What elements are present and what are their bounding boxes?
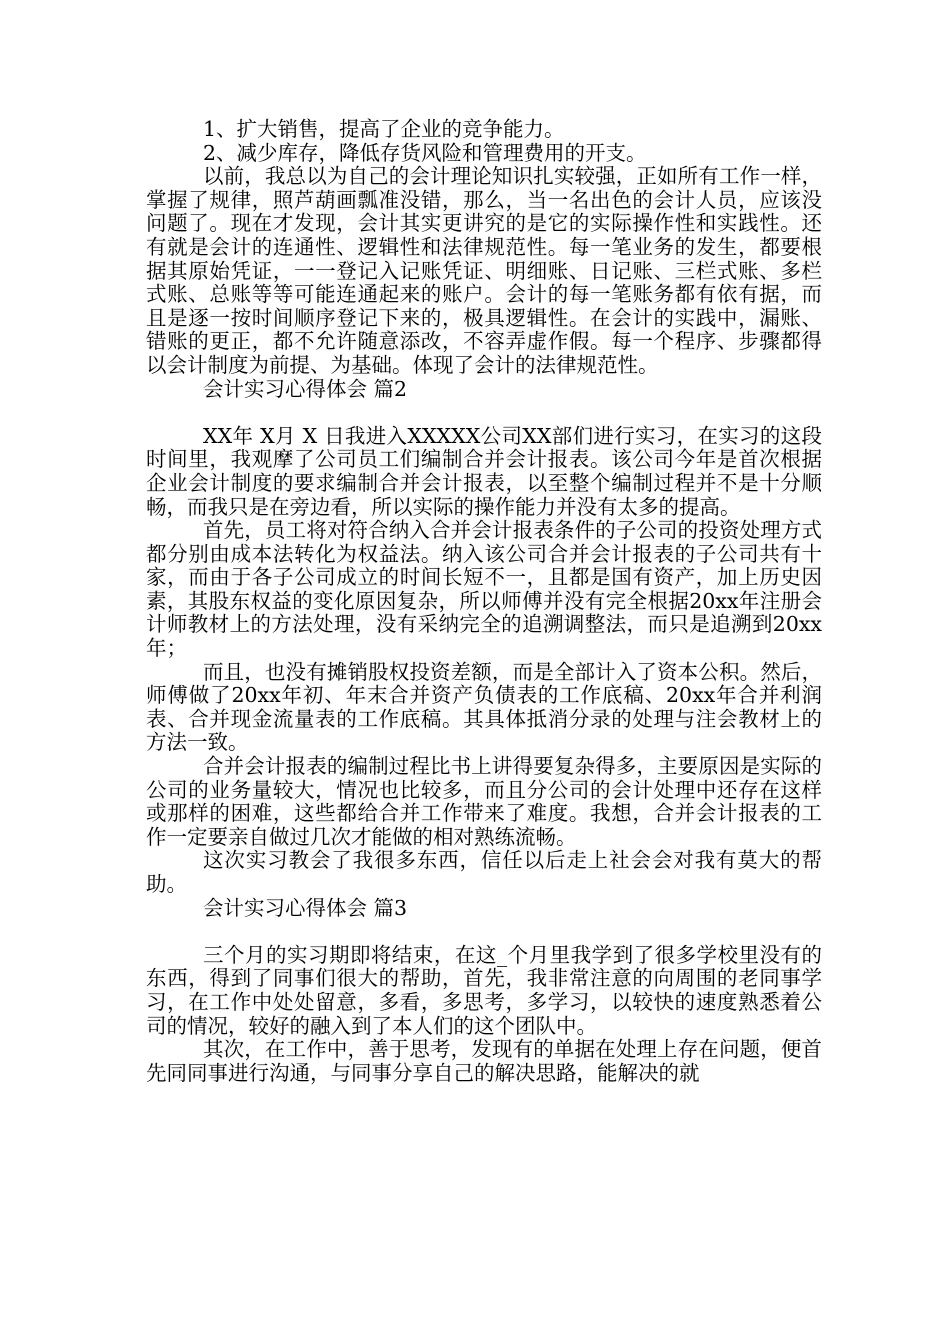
paragraph: 首先，员工将对符合纳入合并会计报表条件的子公司的投资处理方式都分别由成本法转化为权益法。纳入该公司合并会计报表的子公司共有十家，而由于各子公司成立的时间长短不一，且都是国有资产，加上历史因素，其股东权益的变化原因复杂，所以师傅并没有完全根据20xx年注册会计师教材上的方法处理，没有采纳完全的追溯调整法，而只是追溯到20xx年； [146, 518, 822, 661]
paragraph: 三个月的实习期即将结束，在这_个月里我学到了很多学校里没有的东西，得到了同事们很大的帮助，首先，我非常注意的向周围的老同事学习，在工作中处处留意，多看，多思考，多学习，以较快的速度熟悉着公司的情况，较好的融入到了本人们的这个团队中。 [146, 942, 822, 1038]
paragraph: XX年 X月 X 日我进入XXXXX公司XX部们进行实习，在实习的这段时间里，我观摩了公司员工们编制合并会计报表。该公司今年是首次根据企业会计制度的要求编制合并会计报表，以至整个编制过程并不是十分顺畅，而我只是在旁边看，所以实际的操作能力并没有太多的提高。 [146, 423, 822, 519]
paragraph: 这次实习教会了我很多东西，信任以后走上社会会对我有莫大的帮助。 [146, 848, 822, 896]
paragraph: 其次，在工作中，善于思考，发现有的单据在处理上存在问题，便首先同同事进行沟通，与同事分享自己的解决思路，能解决的就 [146, 1037, 822, 1085]
section-heading-2: 会计实习心得体会 篇2 [203, 376, 408, 401]
paragraph: 以前，我总以为自己的会计理论知识扎实较强，正如所有工作一样，掌握了规律，照芦葫画瓢准没错，那么，当一名出色的会计人员，应该没问题了。现在才发现，会计其实更讲究的是它的实际操作性和实践性。还有就是会计的连通性、逻辑性和法律规范性。每一笔业务的发生，都要根据其原始凭证，一一登记入记账凭证、明细账、日记账、三栏式账、多栏式账、总账等等可能连通起来的账户。会计的每一笔账务都有依有据，而且是逐一按时间顺序登记下来的，极具逻辑性。在会计的实践中，漏账、错账的更正，都不允许随意添改，不容弄虚作假。每一个程序、步骤都得以会计制度为前提、为基础。体现了会计的法律规范性。 [146, 164, 822, 377]
paragraph: 而且，也没有摊销股权投资差额，而是全部计入了资本公积。然后，师傅做了20xx年初、年末合并资产负债表的工作底稿、20xx年合并利润表、合并现金流量表的工作底稿。其具体抵消分录的处理与注会教材上的方法一致。 [146, 659, 822, 755]
document-page [146, 118, 822, 1085]
spacer [146, 401, 822, 425]
paragraph: 2、减少库存，降低存货风险和管理费用的开支。 [203, 140, 647, 165]
section-heading-3: 会计实习心得体会 篇3 [203, 895, 408, 920]
paragraph: 合并会计报表的编制过程比书上讲得要复杂得多，主要原因是实际的公司的业务量较大，情况也比较多，而且分公司的会计处理中还存在这样或那样的困难，这些都给合并工作带来了难度。我想，合并会计报表的工作一定要亲自做过几次才能做的相对熟练流畅。 [146, 754, 822, 849]
paragraph: 1、扩大销售，提高了企业的竞争能力。 [203, 117, 565, 141]
spacer [146, 920, 822, 944]
